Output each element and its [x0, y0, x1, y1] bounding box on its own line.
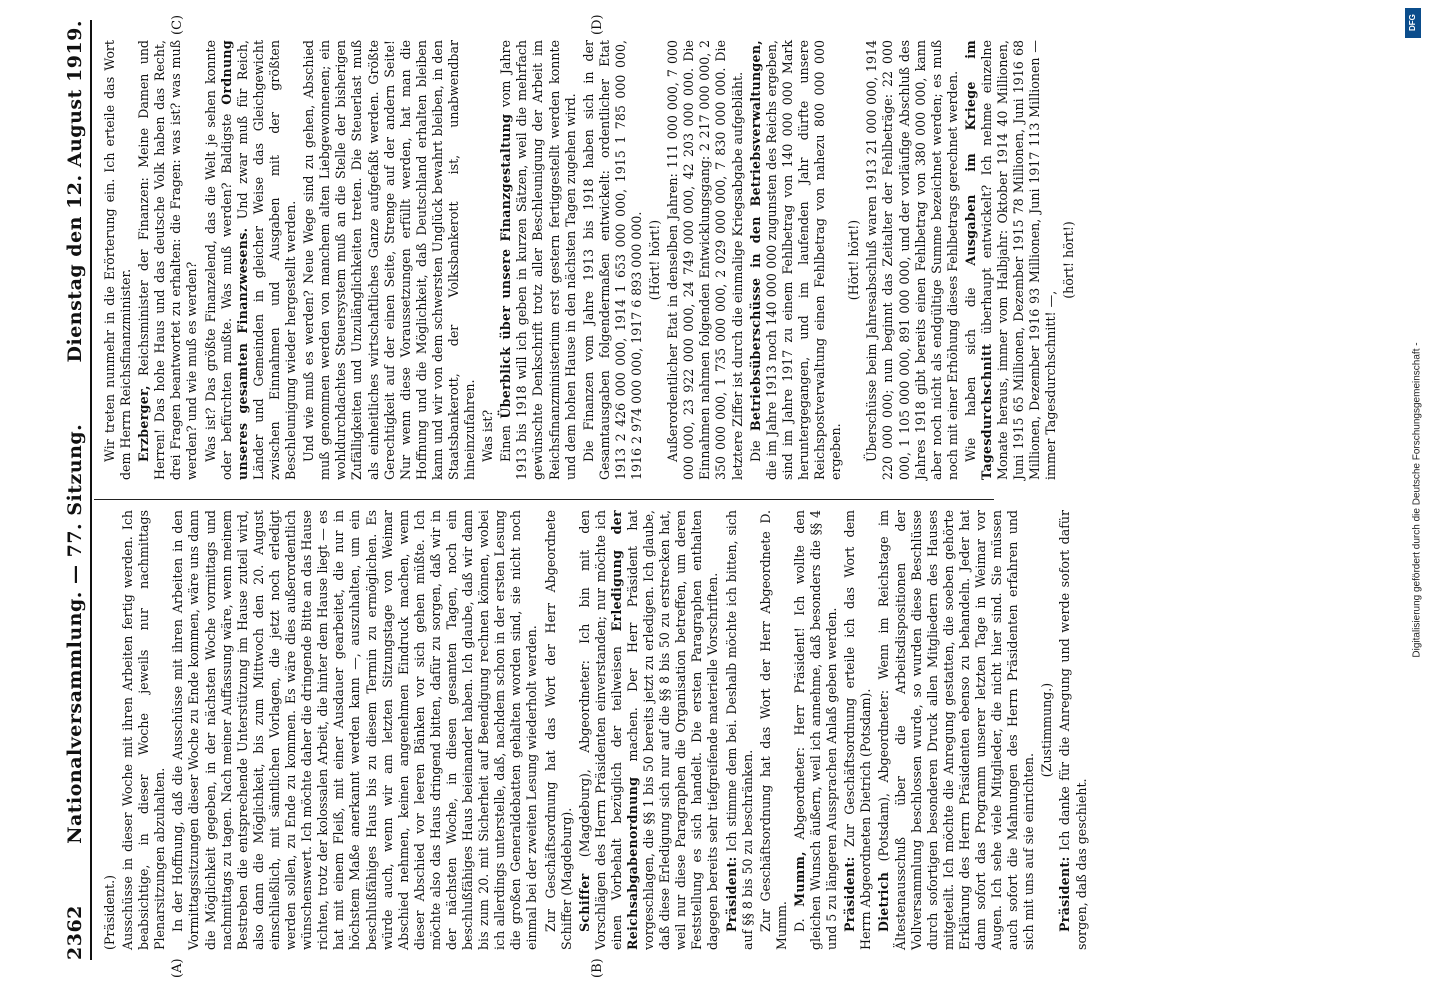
- page-header: [58, 20, 86, 960]
- interjection: (Hört! hört!): [846, 219, 862, 301]
- bold-term: Ordnung unseres gesamten Finanzwesens.: [218, 40, 250, 480]
- page-date: Dienstag den 12. August 1919.: [64, 20, 86, 363]
- speaker-name: Schiffer: [576, 873, 592, 932]
- speech-paragraph: Präsident: Ich danke für die Anregung und werde sofort dafür sorgen, daß das geschieht.: [1057, 510, 1089, 950]
- paragraph: Ausschüsse in dieser Woche mit ihren Arbeiten fertig werden. Ich beabsichtige, in dieser Woche jeweils nur nachmittags Plenarsitzungen abzuhalten.: [120, 510, 168, 950]
- interjection: (Hört! hört!): [647, 219, 663, 301]
- column-divider: [94, 499, 994, 500]
- paragraph: Was ist? Das größte Finanzelend, das die Welt je sehen konnte oder befürchten mußte. Was muß werden? Baldigste Ordnung unseres gesamten Finanzwesens. Und zwar muß für Reich, Länder und Gemeinden in gleicher Weise das Gleichgewicht zwischen Einnahmen und Ausgaben mit der größten Beschleunigung wieder hergestellt werden.: [202, 40, 299, 480]
- dfg-logo: DFG: [1405, 8, 1421, 38]
- bold-term: Ausgaben im Kriege im Tagesdurchschnitt: [962, 40, 994, 480]
- speech-paragraph: Präsident: Zur Geschäftsordnung erteile ich das Wort dem Herrn Abgeordneten Dietrich (Potsdam).: [842, 510, 874, 950]
- running-title: Nationalversammlung. — 77. Sitzung.: [64, 423, 86, 844]
- speaker-name: Mumm,: [791, 851, 807, 907]
- speaker-name: Präsident:: [842, 856, 858, 932]
- page-number: 2362: [64, 905, 86, 960]
- interjection: (Zustimmung.): [1039, 682, 1055, 778]
- speech-paragraph: Dietrich (Potsdam), Abgeordneter: Wenn im Reichstage im Ältestenausschuß über die Arbeitsdispositionen der Vollversammlung beschlossen wurde, so wurden diese Beschlüsse durch sofortigen besonderen Druck allen Mitgliedern des Hauses mitgeteilt. Ich möchte die Anregung gestatten, die soeben gehörte Erklärung des Herrn Präsidenten ebenso zu behandeln. Jeder hat dann sofort das Programm unserer letzten Tage in Weimar vor Augen. Ich sehe viele Mitglieder, die nicht hier sind. Sie müssen auch sofort die Mahnungen des Herrn Präsidenten erfahren und sich mit uns auf sie einrichten.: [876, 510, 1037, 950]
- paragraph: Einen Überblick über unsere Finanzgestaltung vom Jahre 1913 bis 1918 will ich geben in kurzen Sätzen, weil die mehrfach gewünschte Denkschrift trotz aller Beschleunigung der Arbeit im Reichsfinanzministerium erst gestern fertiggestellt werden konnte und dem hohen Hause in den nächsten Tagen zugehen wird.: [498, 40, 578, 480]
- speech-paragraph: D. Mumm, Abgeordneter: Herr Präsident! Ich wollte den gleichen Wunsch äußern, weil ich annehme, daß besonders die §§ 4 und 5 zu längeren Aussprachen Anlaß geben werden.: [791, 510, 840, 950]
- speech-paragraph: Präsident: Ich stimme dem bei. Deshalb möchte ich bitten, sich auf §§ 8 bis 50 zu beschränken.: [723, 510, 755, 950]
- speaker-continuation: (Präsident.): [102, 874, 117, 950]
- speaker-name: Präsident:: [723, 856, 739, 932]
- bold-term: Betriebsüberschüsse in den Betriebsverwaltungen,: [747, 40, 763, 432]
- paragraph: Überschüsse beim Jahresabschluß waren 1913 21 000 000, 1914 220 000 000; nun beginnt das Zeitalter der Fehlbeträge: 22 000 000, 1 105 000 000, 891 000 000, und der vorläufige Abschluß des Jahres 1918 gibt bereits einen Fehlbetrag von 380 000 000, kann aber noch nicht als endgültige Summe bezeichnet werden; es muß noch mit einer Erhöhung dieses Fehlbetrags gerechnet werden.: [864, 40, 960, 480]
- paragraph: Die Finanzen vom Jahre 1913 bis 1918 haben sich in der Gesamtausgaben folgendermaßen entwickelt: ordentlicher Etat 1913 2 426 000 000, 1914 1 653 000 000, 1915 1 785 000 000, 1916 2 974 000 000, 1917 6 893 000 000.: [580, 40, 644, 480]
- digitization-credit: [1406, 0, 1428, 1000]
- paragraph: In der Hoffnung, daß die Ausschüsse mit ihren Arbeiten in den Vormittagssitzungen dieser Woche zu Ende kommen, wäre uns dann die Möglichkeit gegeben, in der nächsten Woche vormittags und nachmittags zu tagen. Nach meiner Auffassung wäre, wenn meinem Bestreben die entsprechende Unterstützung im Hause zuteil wird, also dann die Möglichkeit, bis zum Mittwoch den 20. August einschließlich, mit sämtlichen Vorlagen, die jetzt noch erledigt werden sollen, zu Ende zu kommen. Es wäre dies außerordentlich wünschenswert. Ich möchte daher die dringende Bitte an das Hause richten, trotz der kolossalen Arbeit, die hinter dem Hause liegt — es hat mit einem Fleiß, mit einer Ausdauer gearbeitet, die nur in höchstem Maße anerkannt werden kann —, auszuhalten, um ein beschlußfähiges Haus bis zu diesem Termin zu ermöglichen. Es würde auch, wenn wir am letzten Sitzungstage von Weimar Abschied nehmen, keinen angenehmen Eindruck machen, wenn dieser Abschied vor leeren Bänken vor sich gehen müßte. Ich möchte also das Haus dringend bitten, dafür zu sorgen, daß wir in der nächsten Woche, in diesen gesamten Tagen, noch ein beschlußfähiges Haus beieinander haben. Ich glaube, daß wir dann bis zum 20. mit Sicherheit auf Beendigung rechnen können, wobei ich allerdings unterstelle, daß, nachdem schon in der ersten Lesung die großen Generaldebatten gehalten worden sind, sie nicht noch einmal bei der zweiten Lesung wiederholt werden.: [170, 510, 540, 950]
- interjection: (hört! hört!): [1061, 221, 1077, 299]
- speaker-name: Dietrich: [876, 871, 892, 932]
- paragraph: Wir treten nunmehr in die Erörterung ein. Ich erteile das Wort dem Herrn Reichsfinanzminister.: [102, 40, 134, 480]
- paragraph: Was ist?: [480, 409, 496, 462]
- credit-text: Digitalisierung gefördert durch die Deutsche Forschungsgemeinschaft -: [1411, 342, 1423, 658]
- paragraph: Wie haben sich die Ausgaben im Kriege im Tagesdurchschnitt überhaupt entwickelt? Ich nehme einzelne Monate heraus, immer vom Halbjahr: Oktober 1914 40 Millionen, Juni 1915 65 Millionen, Dezember 1915 78 Millionen, Juni 1916 68 Millionen, Dezember 1916 93 Millionen, Juni 1917 113 Millionen — immer Tagesdurchschnitt! —,: [962, 40, 1059, 480]
- bold-term: Überblick über unsere Finanzgestaltung: [498, 113, 514, 419]
- paragraph: Zur Geschäftsordnung hat das Wort der Herr Abgeordnete Schiffer (Magdeburg).: [542, 510, 574, 950]
- speech-paragraph: Schiffer (Magdeburg), Abgeordneter: Ich bin mit den Vorschlägen des Herrn Präsidenten einverstanden; nur möchte ich einen Vorbehalt bezüglich der teilweisen Erledigung der Reichsabgabenordnung machen. Der Herr Präsident hat vorgeschlagen, die §§ 1 bis 50 bereits jetzt zu erledigen. Ich glaube, daß diese Erledigung sich nur auf die §§ 8 bis 50 zu erstrecken hat, weil nur diese Paragraphen die Organisation betreffen, um deren Feststellung es sich handelt. Die ersten Paragraphen enthalten dagegen bereits sehr tiefgreifende materielle Vorschriften.: [576, 510, 721, 950]
- paragraph: Die Betriebsüberschüsse in den Betriebsverwaltungen, die im Jahre 1913 noch 140 000 000 zugunsten des Reichs ergeben, sind im Jahre 1917 zu einem Fehlbetrag von 140 000 000 Mark heruntergegangen, und im laufenden Jahr dürfte unsere Reichspostverwaltung einen Fehlbetrag von nahezu 800 000 000 ergeben.: [747, 40, 844, 480]
- margin-marker-d: (D): [590, 14, 605, 35]
- paragraph: Und wie muß es werden? Neue Wege sind zu gehen, Abschied muß genommen werden von manchem alten Liebgewonnenen; ein wohldurchdachtes Steuersystem muß an die Stelle der bisherigen Zufälligkeiten und Unzulänglichkeiten treten. Die Steuerlast muß als einheitliches wirtschaftliches Ganze aufgefaßt werden. Größte Gerechtigkeit auf der einen Seite, Strenge auf der andern Seite! Nur wenn diese Voraussetzungen erfüllt werden, hat man die Hoffnung und die Möglichkeit, daß Deutschland erhalten bleiben kann und wir von dem schwersten Unglück bewahrt bleiben, in den Staatsbankerott, der Volksbankerott ist, unabwendbar hineinzufahren.: [301, 40, 478, 480]
- bold-term: Erledigung der Reichsabgabenordnung: [608, 510, 640, 950]
- document-page: [30, 0, 1410, 1000]
- left-column: [102, 510, 1092, 950]
- speaker-name: Erzberger,: [136, 385, 152, 462]
- margin-marker-a: (A): [170, 958, 185, 978]
- margin-marker-b: (B): [590, 958, 605, 978]
- right-column: [102, 40, 1080, 480]
- margin-marker-c: (C): [170, 14, 185, 35]
- paragraph: Außerordentlicher Etat in denselben Jahren: 111 000 000, 7 000 000 000, 23 922 000 000, 24 749 000 000, 42 203 000 000. Die Einnahmen nahmen folgenden Entwicklungsgang: 2 217 000 000, 2 350 000 000, 1 735 000 000, 2 029 000 000, 7 830 000 000. Die letztere Ziffer ist durch die einmalige Kriegsabgabe aufgebläht.: [665, 40, 745, 480]
- speech-paragraph: Erzberger, Reichsminister der Finanzen: Meine Damen und Herren! Das hohe Haus und das deutsche Volk haben das Recht, drei Fragen beantwortet zu erhalten: die Fragen: was ist? was muß werden? und wie muß es werden?: [136, 40, 200, 480]
- paragraph: Zur Geschäftsordnung hat das Wort der Herr Abgeordnete D. Mumm.: [757, 510, 789, 950]
- header-rule: [90, 20, 92, 960]
- speaker-name: Präsident:: [1057, 856, 1073, 932]
